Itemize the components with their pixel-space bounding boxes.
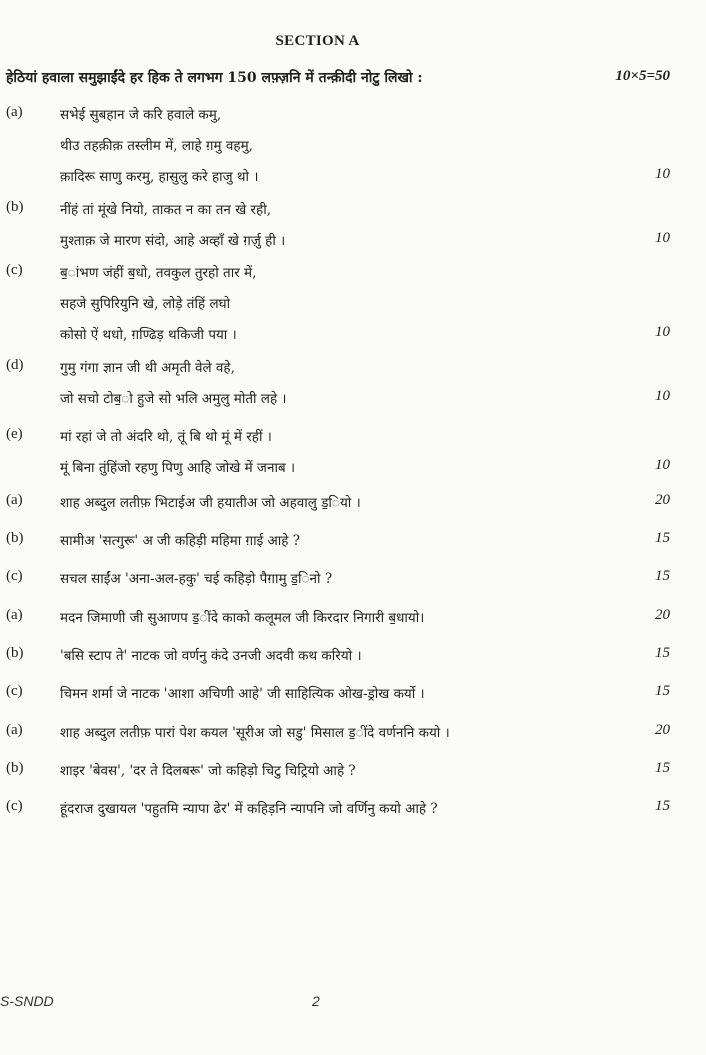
question-marks: 10 xyxy=(655,457,670,473)
question-line: नींहं तां मूंखे नियो, ताकत न का तन खे रही, xyxy=(60,202,272,218)
question-label: (b) xyxy=(6,199,24,215)
question-line: सहजे सुपिरियुनि खे, लोड़े तंहिं लघो xyxy=(60,296,231,312)
paper-code: S-SNDD xyxy=(0,993,54,1009)
question-line: सचल साईंअ 'अना-अल-हकु' चई कहिड़ो पैग़ामु ड॒िनो ? xyxy=(60,571,333,587)
question-line: चिमन शर्मा जे नाटक 'आशा अचिणी आहे' जी साहित्यिक ओख-ड्रोख कर्यो । xyxy=(60,686,425,702)
question-text xyxy=(60,645,620,676)
question-line: थीउ तहक़ीक़ तस्लीम में, लाहे ग़मु वहमु, xyxy=(60,138,253,154)
question-line: सभेई सुबहान जे करि हवाले कमु, xyxy=(60,107,222,123)
question-marks: 15 xyxy=(655,798,670,814)
question-line: सामीअ 'सत्गुरू' अ जी कहिड़ी महिमा ग़ाई आहे ? xyxy=(60,533,301,549)
instruction-text: हेठियां हवाला समुझाईंदे हर हिक ते लगभग 150 लफ़्ज़नि में तन्क़ीदी नोटु लिखो : xyxy=(6,70,423,86)
question-text xyxy=(60,568,620,599)
question-marks: 15 xyxy=(655,683,670,699)
question-marks: 10 xyxy=(655,166,670,182)
question-marks: 10 xyxy=(655,388,670,404)
question-line: ब॒ांभण जंहीं ब॒धो, तवकुल तुरहो तार में, xyxy=(60,265,257,281)
question-marks: 15 xyxy=(655,530,670,546)
instruction xyxy=(6,68,670,87)
question-text xyxy=(60,683,620,714)
question-label: (a) xyxy=(6,607,23,623)
question-marks: 10 xyxy=(655,230,670,246)
question-label: (c) xyxy=(6,262,23,278)
question-label: (b) xyxy=(6,645,24,661)
question-text xyxy=(60,104,620,197)
question-text xyxy=(60,530,620,561)
question-marks: 15 xyxy=(655,568,670,584)
question-line: शाह अब्दुल लतीफ़ भिटाईअ जी हयातीअ जो अहवालु ड॒ियो । xyxy=(60,495,361,511)
question-label: (a) xyxy=(6,104,23,120)
question-marks: 15 xyxy=(655,760,670,776)
question-label: (a) xyxy=(6,722,23,738)
question-text xyxy=(60,357,620,419)
question-marks: 20 xyxy=(655,722,670,738)
question-line: कोसो ऐं थधो, ग़ण्ढिड़ थकिजी पया । xyxy=(60,327,237,343)
question-label: (d) xyxy=(6,357,24,373)
question-label: (c) xyxy=(6,568,23,584)
question-line: मां रहां जे तो अंदरि थो, तूं बि थो मूं में रहीं । xyxy=(60,429,272,445)
question-text xyxy=(60,492,620,523)
question-line: जो सचो टोब॒ो हुजे सो भलि अमुलु मोती लहे । xyxy=(60,391,287,407)
question-marks: 20 xyxy=(655,607,670,623)
question-text xyxy=(60,798,620,829)
question-text xyxy=(60,426,620,488)
question-line: हूंदराज दुखायल 'पहुतमि न्यापा ढेर' में कहिड़नि न्यापनि जो वर्णिनु कयो आहे ? xyxy=(60,801,438,817)
question-text xyxy=(60,607,620,638)
question-text xyxy=(60,199,620,261)
question-label: (c) xyxy=(6,798,23,814)
question-marks: 15 xyxy=(655,645,670,661)
question-line: मदन जिमाणी जी सुआणप ड॒ींदे काको कलूमल जी किरदार निगारी ब॒धायो। xyxy=(60,610,425,626)
total-marks: 10×5=50 xyxy=(615,68,670,84)
question-line: गुमु गंगा ज्ञान जी थी अमृती वेले वहे, xyxy=(60,360,235,376)
question-text xyxy=(60,262,620,355)
question-line: शाह अब्दुल लतीफ़ पारां पेश कयल 'सूरीअ जो सडु' मिसाल ड॒ींदे वर्णननि कयो । xyxy=(60,725,450,741)
question-text xyxy=(60,760,620,791)
question-line: 'बसि स्टाप ते' नाटक जो वर्णनु कंदे उनजी अदवी कथ करियो । xyxy=(60,648,362,664)
question-marks: 20 xyxy=(655,492,670,508)
question-label: (a) xyxy=(6,492,23,508)
question-marks: 10 xyxy=(655,324,670,340)
question-label: (b) xyxy=(6,760,24,776)
question-line: मूं बिना तुंहिंजो रहणु पिणु आहि जोखे में जनाब । xyxy=(60,460,296,476)
question-line: मुश्ताक़ जे मारण संदो, आहे अव्हाँ खे ग़र्ज़ु ही । xyxy=(60,233,286,249)
section-title: SECTION A xyxy=(275,33,360,49)
question-label: (b) xyxy=(6,530,24,546)
page-number: 2 xyxy=(312,993,320,1009)
question-label: (e) xyxy=(6,426,23,442)
question-line: क़ादिरू साणु करमु, हासुलु करे हाजु थो । xyxy=(60,169,259,185)
question-line: शाइर 'बेवस', 'दर ते दिलबरू' जो कहिड़ो चिटु चिट्रियो आहे ? xyxy=(60,763,356,779)
question-label: (c) xyxy=(6,683,23,699)
question-text xyxy=(60,722,620,753)
